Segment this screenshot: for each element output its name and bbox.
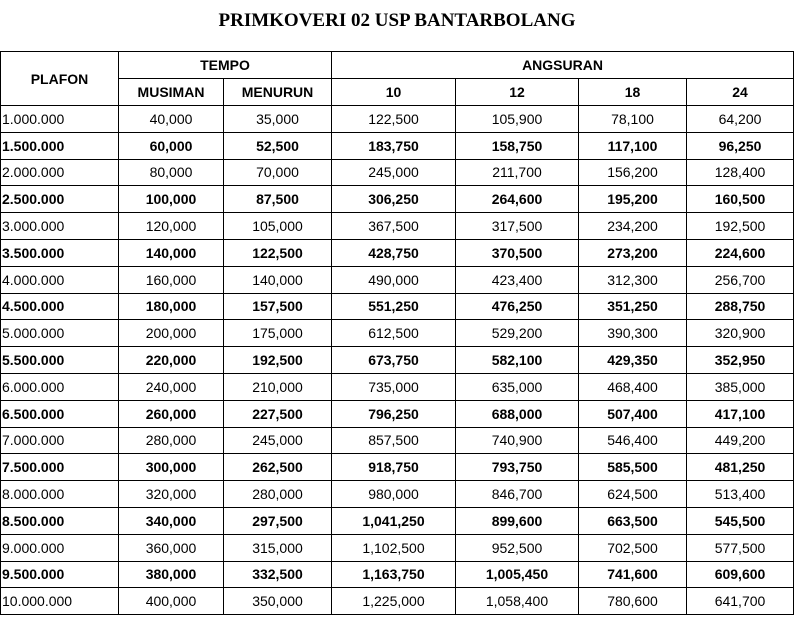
cell-musiman: 400,000 [119, 588, 224, 615]
cell-a18: 234,200 [579, 213, 687, 240]
cell-a10: 735,000 [332, 373, 456, 400]
cell-menurun: 105,000 [224, 213, 332, 240]
cell-a24: 609,600 [687, 561, 794, 588]
cell-menurun: 192,500 [224, 347, 332, 374]
header-musiman: MUSIMAN [119, 79, 224, 106]
cell-menurun: 332,500 [224, 561, 332, 588]
cell-a12: 317,500 [456, 213, 579, 240]
cell-musiman: 340,000 [119, 507, 224, 534]
cell-a18: 273,200 [579, 239, 687, 266]
cell-menurun: 315,000 [224, 534, 332, 561]
cell-plafon: 3.000.000 [1, 213, 119, 240]
cell-a24: 128,400 [687, 159, 794, 186]
cell-plafon: 7.000.000 [1, 427, 119, 454]
cell-a18: 195,200 [579, 186, 687, 213]
table-row [1, 534, 794, 561]
cell-a12: 264,600 [456, 186, 579, 213]
cell-a10: 245,000 [332, 159, 456, 186]
cell-musiman: 160,000 [119, 266, 224, 293]
cell-plafon: 1.000.000 [1, 106, 119, 133]
cell-plafon: 1.500.000 [1, 132, 119, 159]
cell-a24: 192,500 [687, 213, 794, 240]
cell-musiman: 280,000 [119, 427, 224, 454]
cell-a10: 122,500 [332, 106, 456, 133]
cell-musiman: 220,000 [119, 347, 224, 374]
cell-a12: 423,400 [456, 266, 579, 293]
cell-musiman: 140,000 [119, 239, 224, 266]
cell-menurun: 227,500 [224, 400, 332, 427]
cell-a18: 117,100 [579, 132, 687, 159]
cell-a24: 256,700 [687, 266, 794, 293]
installment-table [0, 51, 794, 615]
table-row [1, 481, 794, 508]
cell-a24: 160,500 [687, 186, 794, 213]
header-row-sub [1, 79, 794, 106]
cell-a12: 952,500 [456, 534, 579, 561]
cell-a18: 546,400 [579, 427, 687, 454]
cell-plafon: 5.500.000 [1, 347, 119, 374]
table-row [1, 400, 794, 427]
cell-a24: 385,000 [687, 373, 794, 400]
cell-a18: 780,600 [579, 588, 687, 615]
header-row-top [1, 52, 794, 79]
cell-a24: 545,500 [687, 507, 794, 534]
cell-menurun: 157,500 [224, 293, 332, 320]
cell-a18: 663,500 [579, 507, 687, 534]
cell-a24: 481,250 [687, 454, 794, 481]
cell-musiman: 200,000 [119, 320, 224, 347]
cell-a12: 582,100 [456, 347, 579, 374]
table-row [1, 561, 794, 588]
cell-plafon: 2.500.000 [1, 186, 119, 213]
cell-plafon: 9.500.000 [1, 561, 119, 588]
cell-plafon: 2.000.000 [1, 159, 119, 186]
cell-a12: 793,750 [456, 454, 579, 481]
cell-a18: 156,200 [579, 159, 687, 186]
cell-a10: 490,000 [332, 266, 456, 293]
table-row [1, 266, 794, 293]
cell-a24: 449,200 [687, 427, 794, 454]
cell-a10: 551,250 [332, 293, 456, 320]
cell-plafon: 6.500.000 [1, 400, 119, 427]
cell-a12: 1,058,400 [456, 588, 579, 615]
cell-menurun: 350,000 [224, 588, 332, 615]
cell-musiman: 100,000 [119, 186, 224, 213]
cell-a24: 96,250 [687, 132, 794, 159]
cell-a12: 899,600 [456, 507, 579, 534]
cell-a24: 352,950 [687, 347, 794, 374]
cell-musiman: 180,000 [119, 293, 224, 320]
table-row [1, 186, 794, 213]
cell-menurun: 280,000 [224, 481, 332, 508]
header-plafon: PLAFON [1, 52, 119, 106]
cell-musiman: 320,000 [119, 481, 224, 508]
cell-a10: 306,250 [332, 186, 456, 213]
cell-menurun: 70,000 [224, 159, 332, 186]
cell-menurun: 245,000 [224, 427, 332, 454]
cell-a24: 417,100 [687, 400, 794, 427]
table-row [1, 347, 794, 374]
cell-a12: 1,005,450 [456, 561, 579, 588]
cell-musiman: 120,000 [119, 213, 224, 240]
cell-menurun: 52,500 [224, 132, 332, 159]
cell-a10: 673,750 [332, 347, 456, 374]
cell-a10: 183,750 [332, 132, 456, 159]
cell-a12: 158,750 [456, 132, 579, 159]
table-row [1, 427, 794, 454]
cell-a18: 351,250 [579, 293, 687, 320]
cell-menurun: 87,500 [224, 186, 332, 213]
cell-plafon: 6.000.000 [1, 373, 119, 400]
cell-a24: 513,400 [687, 481, 794, 508]
cell-a12: 476,250 [456, 293, 579, 320]
cell-a12: 105,900 [456, 106, 579, 133]
table-body [1, 106, 794, 615]
cell-menurun: 262,500 [224, 454, 332, 481]
cell-musiman: 240,000 [119, 373, 224, 400]
cell-a12: 688,000 [456, 400, 579, 427]
cell-a24: 224,600 [687, 239, 794, 266]
cell-a10: 1,163,750 [332, 561, 456, 588]
page-title: PRIMKOVERI 02 USP BANTARBOLANG [218, 10, 576, 31]
cell-musiman: 260,000 [119, 400, 224, 427]
cell-musiman: 80,000 [119, 159, 224, 186]
cell-a10: 1,225,000 [332, 588, 456, 615]
header-angsuran-10: 10 [332, 79, 456, 106]
cell-plafon: 8.500.000 [1, 507, 119, 534]
cell-menurun: 35,000 [224, 106, 332, 133]
cell-a24: 288,750 [687, 293, 794, 320]
cell-a10: 857,500 [332, 427, 456, 454]
cell-a18: 585,500 [579, 454, 687, 481]
cell-a18: 78,100 [579, 106, 687, 133]
cell-a18: 468,400 [579, 373, 687, 400]
header-angsuran-12: 12 [456, 79, 579, 106]
table-row [1, 213, 794, 240]
cell-a24: 577,500 [687, 534, 794, 561]
cell-menurun: 210,000 [224, 373, 332, 400]
table-row [1, 239, 794, 266]
cell-a24: 320,900 [687, 320, 794, 347]
cell-a18: 624,500 [579, 481, 687, 508]
cell-a10: 612,500 [332, 320, 456, 347]
cell-plafon: 4.000.000 [1, 266, 119, 293]
cell-a10: 796,250 [332, 400, 456, 427]
header-angsuran-24: 24 [687, 79, 794, 106]
cell-a18: 390,300 [579, 320, 687, 347]
cell-a24: 64,200 [687, 106, 794, 133]
cell-musiman: 360,000 [119, 534, 224, 561]
cell-a12: 529,200 [456, 320, 579, 347]
table-row [1, 132, 794, 159]
table-row [1, 507, 794, 534]
cell-menurun: 175,000 [224, 320, 332, 347]
cell-menurun: 140,000 [224, 266, 332, 293]
cell-a12: 740,900 [456, 427, 579, 454]
header-angsuran: ANGSURAN [332, 52, 794, 79]
cell-plafon: 8.000.000 [1, 481, 119, 508]
cell-a18: 429,350 [579, 347, 687, 374]
table-row [1, 373, 794, 400]
cell-plafon: 4.500.000 [1, 293, 119, 320]
cell-musiman: 380,000 [119, 561, 224, 588]
cell-a24: 641,700 [687, 588, 794, 615]
cell-menurun: 122,500 [224, 239, 332, 266]
cell-a10: 1,102,500 [332, 534, 456, 561]
cell-plafon: 3.500.000 [1, 239, 119, 266]
cell-a10: 428,750 [332, 239, 456, 266]
table-row [1, 293, 794, 320]
cell-menurun: 297,500 [224, 507, 332, 534]
table-row [1, 320, 794, 347]
cell-a12: 370,500 [456, 239, 579, 266]
cell-a18: 741,600 [579, 561, 687, 588]
cell-a10: 367,500 [332, 213, 456, 240]
cell-a18: 507,400 [579, 400, 687, 427]
cell-a12: 846,700 [456, 481, 579, 508]
header-menurun: MENURUN [224, 79, 332, 106]
cell-plafon: 10.000.000 [1, 588, 119, 615]
cell-a10: 918,750 [332, 454, 456, 481]
header-angsuran-18: 18 [579, 79, 687, 106]
cell-musiman: 60,000 [119, 132, 224, 159]
cell-a12: 211,700 [456, 159, 579, 186]
header-tempo: TEMPO [119, 52, 332, 79]
cell-musiman: 40,000 [119, 106, 224, 133]
cell-a10: 1,041,250 [332, 507, 456, 534]
table-row [1, 106, 794, 133]
cell-a12: 635,000 [456, 373, 579, 400]
cell-a18: 312,300 [579, 266, 687, 293]
table-row [1, 454, 794, 481]
cell-musiman: 300,000 [119, 454, 224, 481]
cell-a18: 702,500 [579, 534, 687, 561]
cell-a10: 980,000 [332, 481, 456, 508]
cell-plafon: 5.000.000 [1, 320, 119, 347]
cell-plafon: 7.500.000 [1, 454, 119, 481]
table-row [1, 159, 794, 186]
table-row [1, 588, 794, 615]
cell-plafon: 9.000.000 [1, 534, 119, 561]
